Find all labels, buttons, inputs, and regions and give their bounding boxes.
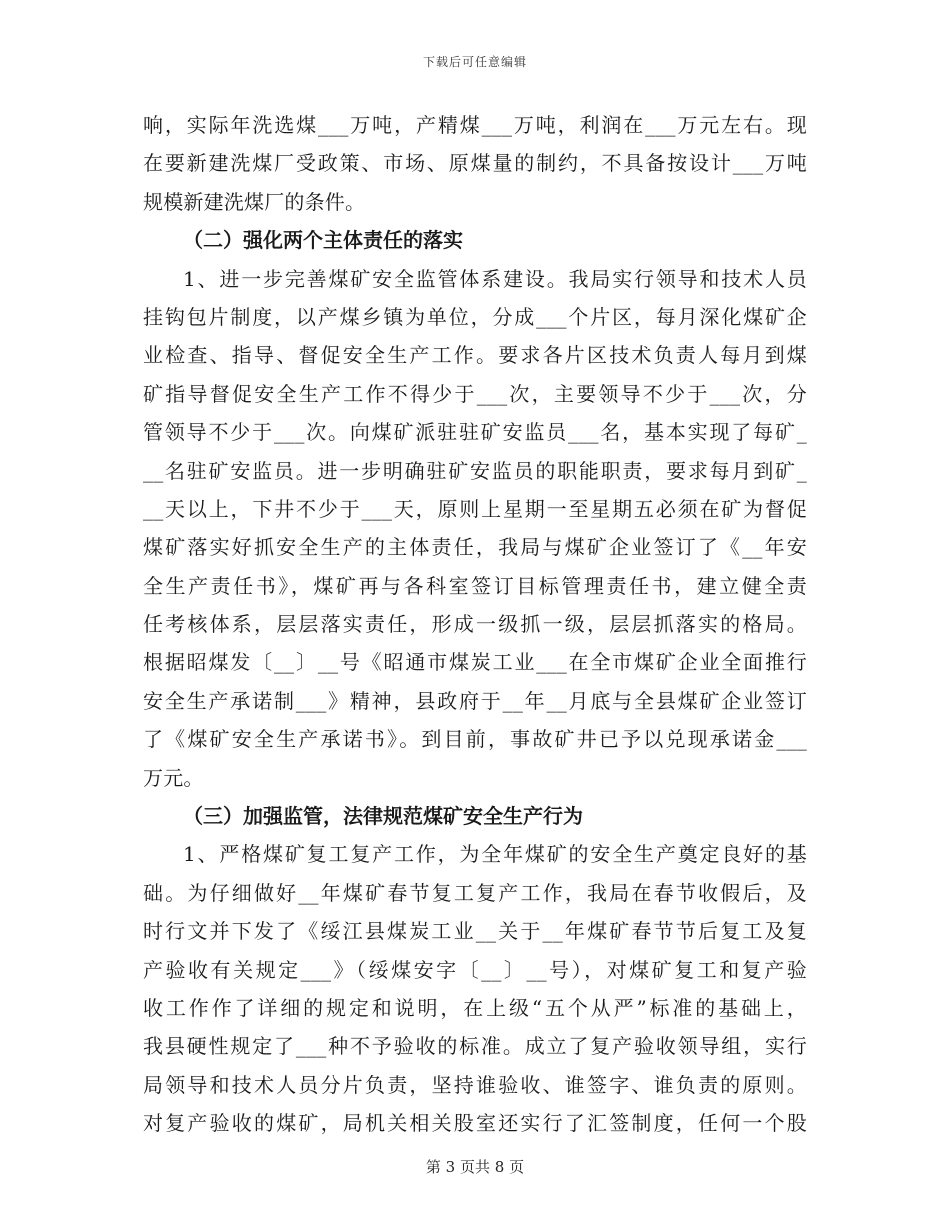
text-line: 对复产验收的煤矿，局机关相关股室还实行了汇签制度，任何一个股 — [143, 1111, 807, 1136]
page-number-footer: 第 3 页共 8 页 — [425, 1158, 525, 1176]
section-heading: （三）加强监管，法律规范煤矿安全生产行为 — [183, 804, 583, 829]
page-header: 下载后可任意编辑 — [422, 55, 527, 69]
text-line: 挂钩包片制度，以产煤乡镇为单位，分成___个片区，每月深化煤矿企 — [143, 304, 807, 329]
text-line: 响，实际年洗选煤___万吨，产精煤___万吨，利润在___万元左右。现 — [143, 113, 807, 137]
text-line: 础。为仔细做好__年煤矿春节复工复产工作，我局在春节收假后，及 — [143, 880, 807, 905]
text-line: 时行文并下发了《绥江县煤炭工业__关于__年煤矿春节节后复工及复 — [143, 919, 807, 944]
text-line: __天以上，下井不少于___天，原则上星期一至星期五必须在矿为督促 — [143, 496, 807, 521]
text-line: 收工作作了详细的规定和说明，在上级“五个从严”标准的基础上， — [143, 995, 807, 1020]
text-line: 矿指导督促安全生产工作不得少于___次，主要领导不少于___次，分 — [143, 381, 807, 406]
text-line: 根据昭煤发〔__〕__号《昭通市煤炭工业___在全市煤矿企业全面推行 — [143, 650, 807, 675]
document-body — [143, 106, 807, 1143]
section-heading: （二）强化两个主体责任的落实 — [183, 228, 463, 253]
text-line: 业检查、指导、督促安全生产工作。要求各片区技术负责人每月到煤 — [143, 343, 807, 368]
text-line: 规模新建洗煤厂的条件。 — [143, 189, 366, 214]
text-line: 我县硬性规定了___种不予验收的标准。成立了复产验收领导组，实行 — [143, 1034, 807, 1059]
text-line: 1、进一步完善煤矿安全监管体系建设。我局实行领导和技术人员 — [183, 266, 807, 291]
text-line: 管领导不少于___次。向煤矿派驻驻矿安监员___名，基本实现了每矿_ — [143, 420, 807, 445]
text-line: 产验收有关规定___》（绥煤安字〔__〕__号），对煤矿复工和复产验 — [143, 957, 807, 982]
text-line: __名驻矿安监员。进一步明确驻矿安监员的职能职责，要求每月到矿_ — [143, 458, 807, 483]
text-line: 煤矿落实好抓安全生产的主体责任，我局与煤矿企业签订了《__年安 — [143, 535, 807, 560]
text-line: 了《煤矿安全生产承诺书》。到目前，事故矿井已予以兑现承诺金___ — [143, 727, 807, 752]
text-line: 1、严格煤矿复工复产工作，为全年煤矿的安全生产奠定良好的基 — [183, 842, 807, 867]
text-line: 局领导和技术人员分片负责，坚持谁验收、谁签字、谁负责的原则。 — [143, 1072, 807, 1097]
text-line: 全生产责任书》，煤矿再与各科室签订目标管理责任书，建立健全责 — [143, 573, 807, 598]
text-line: 任考核体系，层层落实责任，形成一级抓一级，层层抓落实的格局。 — [143, 612, 807, 637]
text-line: 在要新建洗煤厂受政策、市场、原煤量的制约，不具备按设计___万吨 — [143, 151, 807, 176]
text-line: 万元。 — [143, 765, 204, 790]
text-line: 安全生产承诺制___》精神，县政府于__年__月底与全县煤矿企业签订 — [143, 688, 807, 713]
